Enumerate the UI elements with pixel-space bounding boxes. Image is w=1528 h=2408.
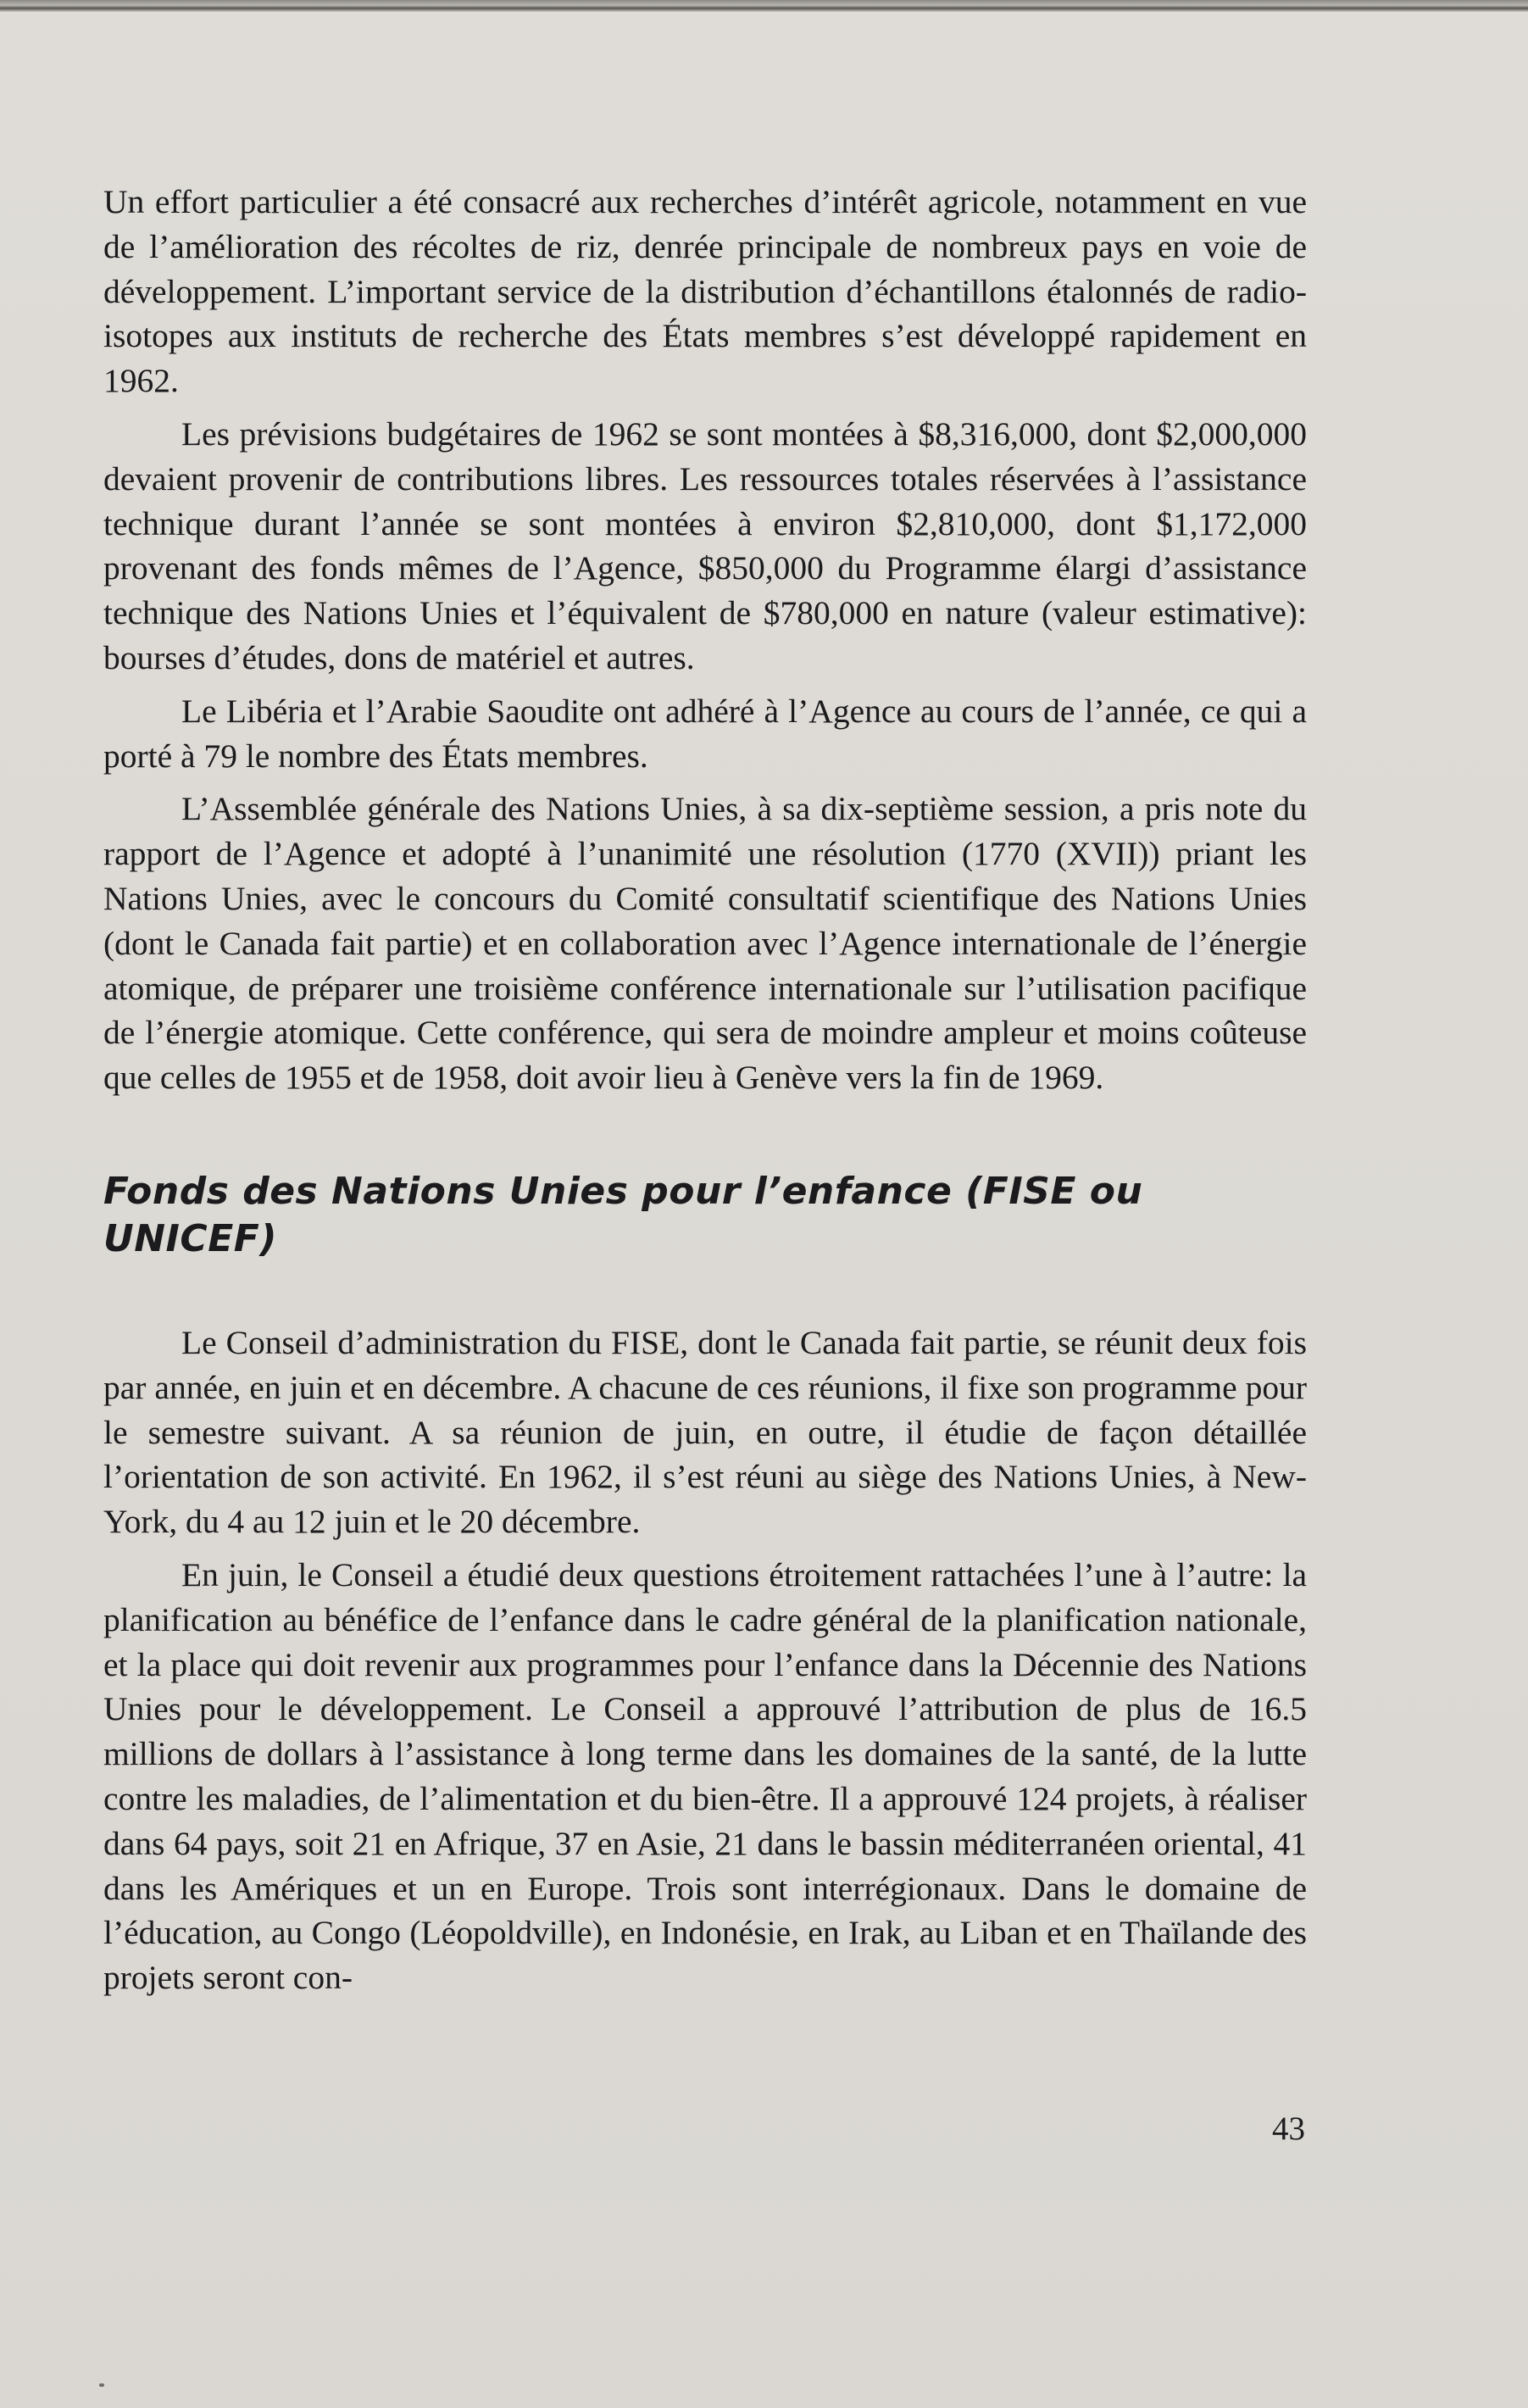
section-heading-unicef: Fonds des Nations Unies pour l’enfance (FISE ou UNICEF): [103, 1169, 1143, 1260]
page-top-edge: [0, 0, 1528, 12]
paragraph-unicef-june-session: En juin, le Conseil a étudié deux questions étroitement rattachées l’une à l’autre: la planification au bénéfice de l’enfance dans le cadre général de la planification nationale, et la place qui doit revenir aux programmes pour l’enfance dans la Décennie des Nations Unies pour le développement. Le Conseil a approuvé l’attribution de plus de 16.5 millions de dollars à l’assistance à long terme dans les domaines de la santé, de la lutte contre les maladies, de l’alimentation et du bien-être. Il a approuvé 124 projets, à réaliser dans 64 pays, soit 21 en Afrique, 37 en Asie, 21 dans le bassin méditerranéen oriental, 41 dans les Amériques et un en Europe. Trois sont interrégionaux. Dans le domaine de l’éducation, au Congo (Léopoldville), en Indonésie, en Irak, au Liban et en Thaïlande des projets seront con-: [103, 1555, 1307, 1997]
paragraph-unicef-board: Le Conseil d’administration du FISE, dont le Canada fait partie, se réunit deux fois par année, en juin et en décembre. A chacune de ces réunions, il fixe son programme pour le semestre suivant. A sa réunion de juin, en outre, il étudie de façon détaillée l’orientation de son activité. En 1962, il s’est réuni au siège des Nations Unies, à New-York, du 4 au 12 juin et le 20 décembre.: [103, 1323, 1307, 1541]
page-body: [103, 180, 1307, 2000]
paragraph-agricultural-research: Un effort particulier a été consacré aux recherches d’intérêt agricole, notamment en vue de l’amélioration des récoltes de riz, denrée principale de nombreux pays en voie de développement. L’important service de la distribution d’échantillons étalonnés de radio-isotopes aux instituts de recherche des États membres s’est développé rapidement en 1962.: [103, 183, 1307, 400]
paragraph-budget: Les prévisions budgétaires de 1962 se sont montées à $8,316,000, dont $2,000,000 devaient provenir de contributions libres. Les ressources totales réservées à l’assistance technique durant l’année se sont montées à environ $2,810,000, dont $1,172,000 provenant des fonds mêmes de l’Agence, $850,000 du Programme élargi d’assistance technique des Nations Unies et l’équivalent de $780,000 en nature (valeur estimative): bourses d’études, dons de matériel et autres.: [103, 414, 1307, 676]
page-number: 43: [1272, 2110, 1305, 2147]
scan-speck: [99, 2383, 104, 2387]
paragraph-new-members: Le Libéria et l’Arabie Saoudite ont adhéré à l’Agence au cours de l’année, ce qui a porté à 79 le nombre des États membres.: [103, 692, 1307, 775]
paragraph-general-assembly: L’Assemblée générale des Nations Unies, à sa dix-septième session, a pris note du rapport de l’Agence et adopté à l’unanimité une résolution (1770 (XVII)) priant les Nations Unies, avec le concours du Comité consultatif scientifique des Nations Unies (dont le Canada fait partie) et en collaboration avec l’Agence internationale de l’énergie atomique, de préparer une troisième conférence internationale sur l’utilisation pacifique de l’énergie atomique. Cette conférence, qui sera de moindre ampleur et moins coûteuse que celles de 1955 et de 1958, doit avoir lieu à Genève vers la fin de 1969.: [103, 790, 1307, 1097]
